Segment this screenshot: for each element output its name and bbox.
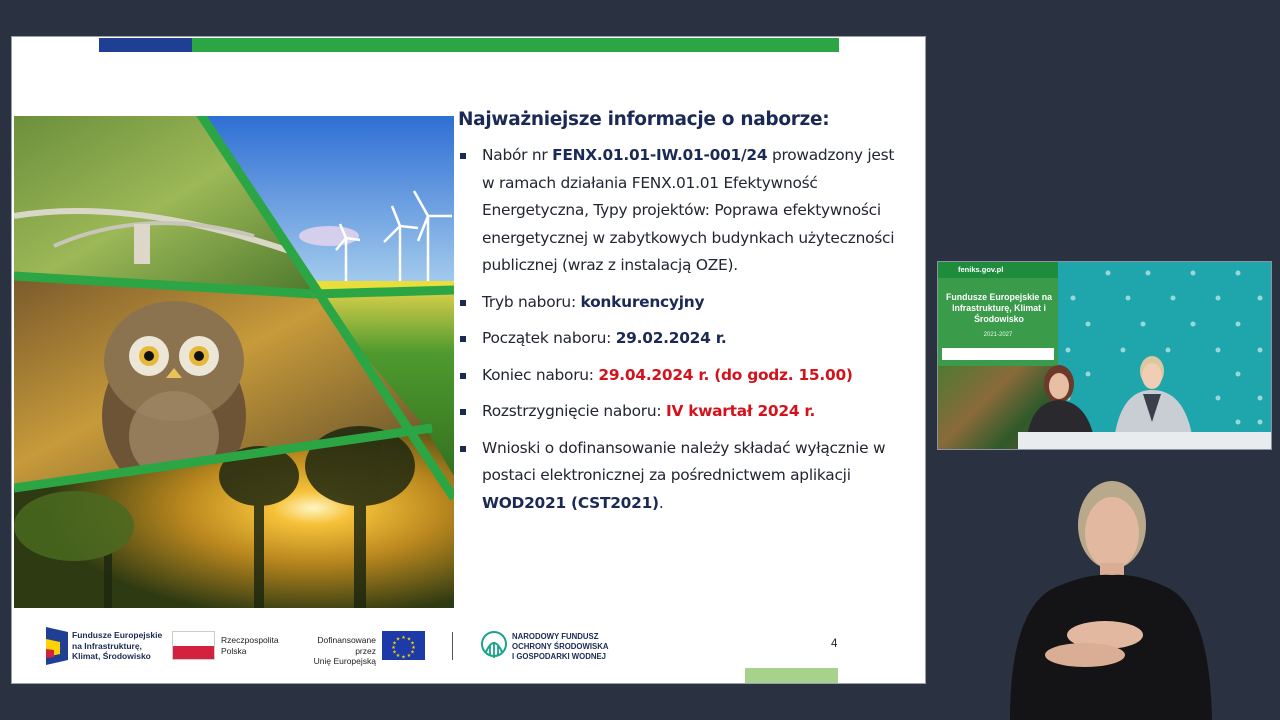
svg-text:★: ★: [401, 635, 406, 641]
svg-text:★: ★: [410, 640, 415, 647]
pl-line-1: Rzeczpospolita: [221, 635, 279, 645]
fe-line-1: Fundusze Europejskie: [72, 630, 163, 640]
bullet-square-icon: [460, 153, 466, 159]
info-list: [458, 142, 898, 517]
fe-line-3: Klimat, Środowisko: [72, 651, 151, 661]
info-item-text: Nabór nr: [482, 146, 553, 164]
info-item-nabor: [458, 142, 898, 280]
presentation-slide: [12, 37, 925, 683]
svg-text:★: ★: [391, 645, 396, 651]
info-item-tryb: [458, 289, 898, 317]
svg-text:★: ★: [395, 653, 401, 659]
info-item-text: .: [658, 493, 664, 512]
info-item-text: IV kwartał 2024 r.: [665, 402, 816, 420]
fe-emblem-icon: [46, 627, 68, 665]
eu-funding-logo: [295, 631, 427, 666]
info-item-text: Koniec naboru:: [482, 365, 599, 384]
speaker-desk: [1018, 432, 1271, 449]
info-item-rozstrzygniecie: [458, 398, 898, 426]
sign-language-interpreter: [990, 475, 1215, 720]
info-item-text: Tryb naboru:: [482, 292, 581, 311]
info-item-text: konkurencyjny: [580, 292, 705, 311]
top-accent-bar-green: [192, 38, 839, 52]
info-item-text: FENX.01.01-IW.01-001/24: [552, 146, 768, 164]
slide-footer: [12, 627, 925, 667]
nf-line-3: I GOSPODARKI WODNEJ: [512, 652, 607, 661]
banner-years: 2021-2027: [983, 332, 1013, 338]
top-accent-bar-blue: [99, 38, 192, 52]
bullet-square-icon: [460, 336, 466, 342]
slide-page-number: 4: [831, 638, 838, 650]
info-item-text: WOD2021 (CST2021): [482, 493, 659, 512]
info-item-text: 29.02.2024 r.: [615, 329, 727, 347]
bullet-square-icon: [460, 373, 466, 379]
polish-flag-icon: [172, 631, 215, 660]
pl-line-2: Polska: [221, 645, 247, 656]
svg-text:★: ★: [392, 649, 397, 656]
svg-text:★: ★: [406, 636, 412, 643]
info-item-koniec: [458, 362, 898, 390]
bottom-accent-bar: [745, 668, 838, 683]
info-item-text: Początek naboru:: [482, 329, 616, 347]
bullet-square-icon: [460, 300, 466, 306]
speakers-figures: [938, 262, 1271, 449]
svg-text:★: ★: [411, 645, 416, 651]
info-item-text: Rozstrzygnięcie naboru:: [482, 402, 666, 420]
svg-text:★: ★: [401, 654, 406, 660]
eu-line-1: Dofinansowane przez: [317, 635, 376, 656]
info-item-text: Wnioski o dofinansowanie należy składać wyłącznie w postaci elektronicznej za pośrednictwem aplikacji: [482, 438, 886, 484]
info-item-text: prowadzony jest w ramach działania FENX.01.01 Efektywność Energetyczna, Typy projektów: Poprawa efektywności energetycznej w zabytkowych budynkach użyteczności publicznej (wraz z instalacją OZE).: [482, 146, 895, 274]
info-item-wnioski: [458, 435, 898, 518]
eu-flag-icon: [382, 631, 425, 660]
svg-text:★: ★: [395, 636, 401, 643]
fundusze-europejskie-logo: [46, 627, 166, 665]
footer-separator: [452, 632, 453, 660]
nf-line-2: OCHRONY ŚRODOWISKA: [512, 642, 609, 651]
banner-title: Fundusze Europejskie na Infrastrukturę, Klimat i Środowisko: [945, 292, 1053, 324]
fe-line-2: na Infrastrukturę,: [72, 640, 142, 651]
svg-text:★: ★: [406, 653, 412, 659]
rzeczpospolita-polska-logo: [172, 631, 282, 661]
nature-photo-collage: [14, 116, 454, 608]
info-item-text: 29.04.2024 r. (do godz. 15.00): [598, 365, 853, 384]
info-item-poczatek: [458, 325, 898, 353]
speaker-webcam-feed: [938, 262, 1271, 449]
svg-text:★: ★: [410, 649, 415, 656]
svg-text:★: ★: [392, 640, 397, 647]
bullet-square-icon: [460, 409, 466, 415]
nfosigw-logo: [480, 630, 620, 664]
eu-line-2: Unię Europejską: [313, 656, 376, 666]
nf-line-1: NARODOWY FUNDUSZ: [512, 632, 599, 641]
banner-url: feniks.gov.pl: [958, 265, 1004, 274]
nfosigw-emblem-icon: [480, 630, 508, 662]
recruitment-info-panel: [458, 109, 898, 526]
info-heading: Najważniejsze informacje o naborze:: [458, 109, 830, 130]
bullet-square-icon: [460, 446, 466, 452]
